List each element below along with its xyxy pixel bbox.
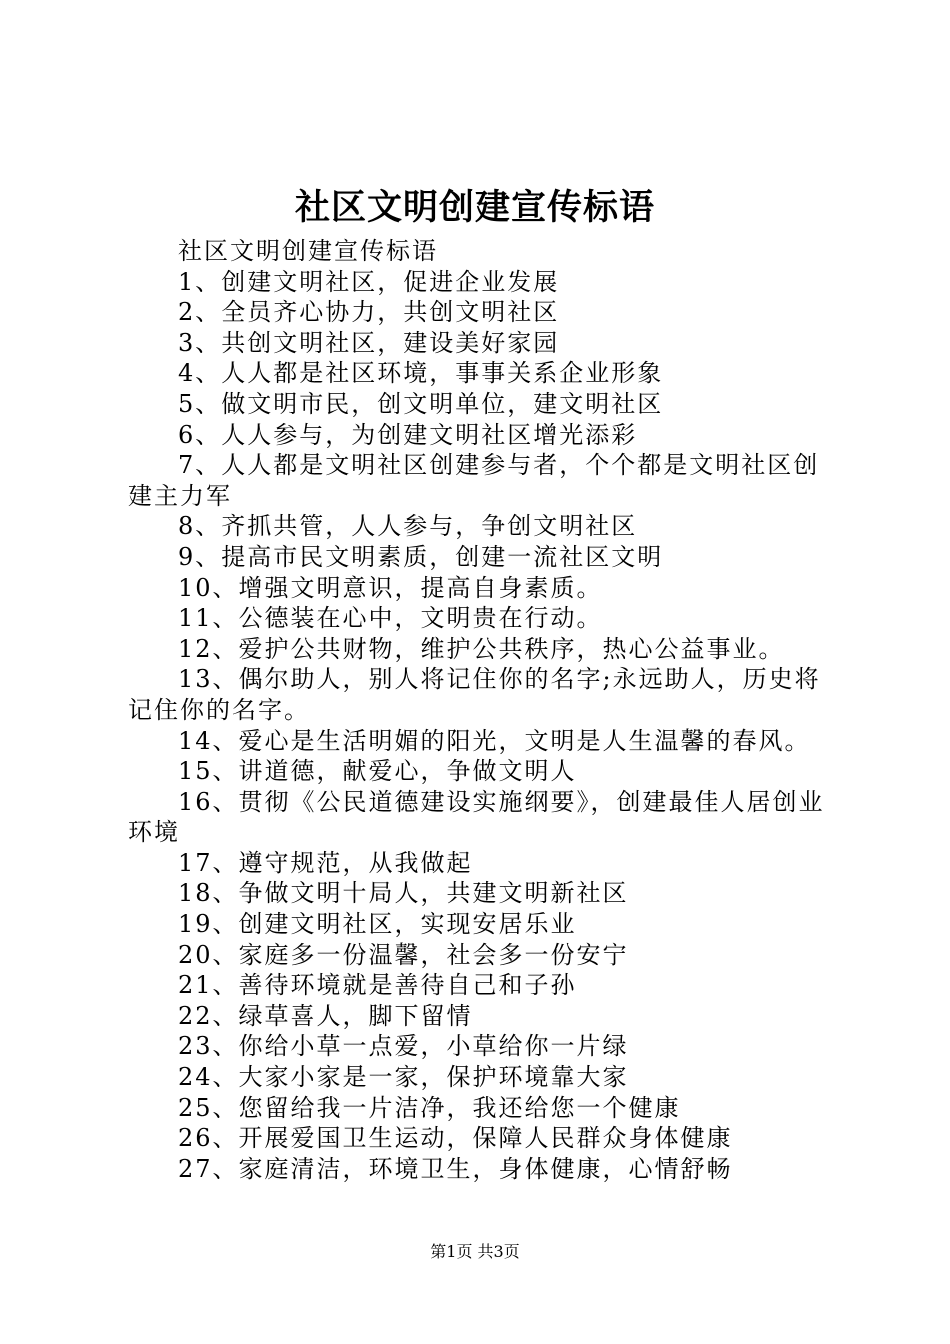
slogan-item: 23、你给小草一点爱，小草给你一片绿 bbox=[178, 1032, 629, 1061]
slogan-item: 18、争做文明十局人，共建文明新社区 bbox=[178, 879, 629, 908]
slogan-item: 10、增强文明意识，提高自身素质。 bbox=[178, 573, 603, 602]
slogan-item: 11、公德装在心中，文明贵在行动。 bbox=[178, 604, 603, 633]
slogan-item: 9、提高市民文明素质，创建一流社区文明 bbox=[178, 542, 664, 571]
slogan-item: 14、爱心是生活明媚的阳光，文明是人生温馨的春风。 bbox=[178, 726, 811, 755]
slogan-item: 4、人人都是社区环境，事事关系企业形象 bbox=[178, 359, 664, 388]
slogan-item: 26、开展爱国卫生运动，保障人民群众身体健康 bbox=[178, 1124, 733, 1153]
document-body bbox=[128, 236, 834, 1184]
slogan-item: 21、善待环境就是善待自己和子孙 bbox=[178, 971, 577, 1000]
slogan-item: 13、偶尔助人，别人将记住你的名字;永远助人，历史将记住你的名字。 bbox=[128, 665, 821, 724]
slogan-item: 8、齐抓共管，人人参与，争创文明社区 bbox=[178, 512, 638, 541]
document-title: 社区文明创建宣传标语 bbox=[294, 187, 655, 228]
slogan-item: 25、您留给我一片洁净，我还给您一个健康 bbox=[178, 1093, 681, 1122]
slogan-item: 17、遵守规范，从我做起 bbox=[178, 848, 473, 877]
slogan-item: 20、家庭多一份温馨，社会多一份安宁 bbox=[178, 940, 629, 969]
slogan-item: 5、做文明市民，创文明单位，建文明社区 bbox=[178, 389, 664, 418]
slogan-item: 27、家庭清洁，环境卫生，身体健康，心情舒畅 bbox=[178, 1154, 733, 1183]
slogan-item: 19、创建文明社区，实现安居乐业 bbox=[178, 910, 577, 939]
slogan-item: 15、讲道德，献爱心，争做文明人 bbox=[178, 757, 577, 786]
slogan-item: 22、绿草喜人，脚下留情 bbox=[178, 1001, 473, 1030]
slogan-item: 1、创建文明社区，促进企业发展 bbox=[178, 267, 560, 296]
slogan-item: 2、全员齐心协力，共创文明社区 bbox=[178, 298, 560, 327]
slogan-item: 16、贯彻《公民道德建设实施纲要》，创建最佳人居创业环境 bbox=[128, 787, 825, 847]
slogan-item: 12、爱护公共财物，维护公共秩序，热心公益事业。 bbox=[178, 634, 785, 663]
slogan-item: 6、人人参与，为创建文明社区增光添彩 bbox=[178, 420, 638, 449]
slogan-item: 3、共创文明社区，建设美好家园 bbox=[178, 328, 560, 357]
page-indicator: 第1页 共3页 bbox=[430, 1242, 520, 1261]
paragraph-heading: 社区文明创建宣传标语 bbox=[178, 237, 438, 265]
slogan-item: 24、大家小家是一家，保护环境靠大家 bbox=[178, 1063, 629, 1092]
page-footer bbox=[0, 1240, 950, 1264]
slogan-item: 7、人人都是文明社区创建参与者，个个都是文明社区创建主力军 bbox=[128, 451, 820, 510]
